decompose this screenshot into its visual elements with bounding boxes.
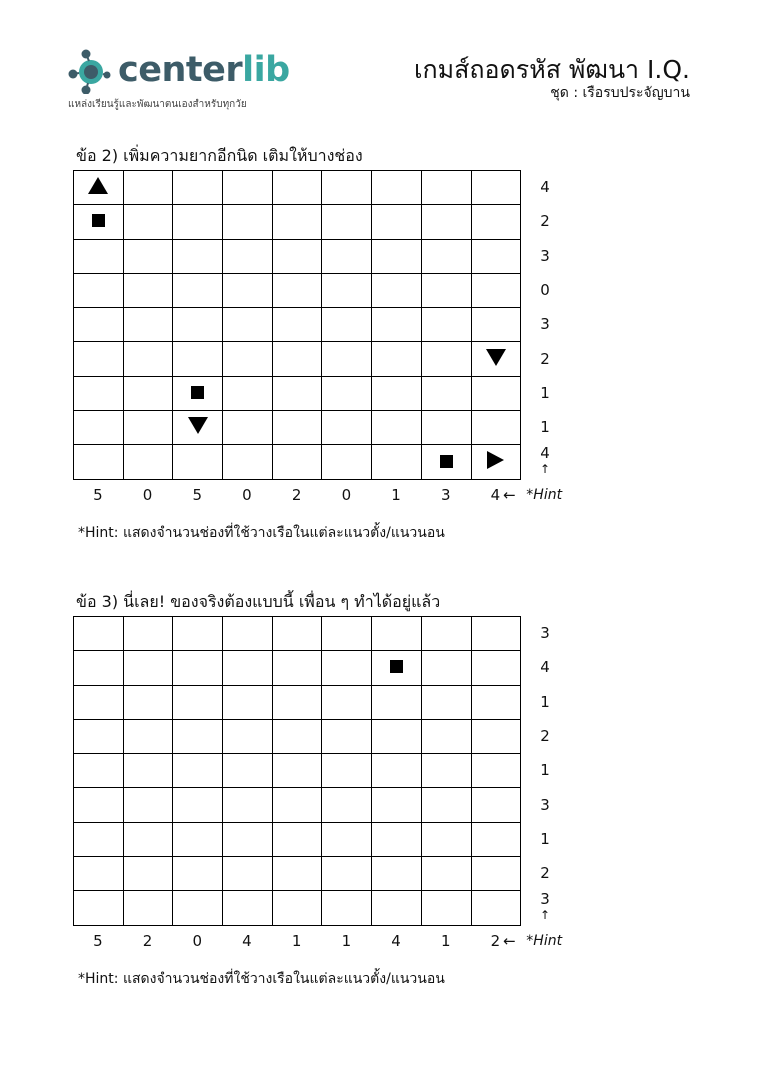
grid-cell[interactable] [372,651,422,685]
grid-cell[interactable] [173,273,223,307]
grid-cell[interactable] [173,822,223,856]
grid-cell[interactable] [421,376,471,410]
logo-molecule-icon [68,48,114,94]
grid-cell[interactable] [471,891,521,925]
grid-cell[interactable] [272,788,322,822]
grid-cell[interactable] [123,308,173,342]
grid-cell[interactable] [173,857,223,891]
page-subtitle: ชุด : เรือรบประจัญบาน [550,85,690,101]
grid-cell[interactable] [421,205,471,239]
grid-cell[interactable] [322,857,372,891]
grid-row [74,822,521,856]
column-hint: 0 [142,486,153,504]
grid-cell[interactable] [223,822,273,856]
row-hint: 2 [540,349,550,368]
grid-cell[interactable] [421,651,471,685]
grid-row [74,171,521,205]
row-hint: 0 [540,280,550,299]
grid-cell[interactable] [272,239,322,273]
grid-cell[interactable] [322,788,372,822]
grid-cell[interactable] [272,857,322,891]
column-hint: 2 [142,932,153,950]
grid-cell[interactable] [173,445,223,479]
grid-cell[interactable] [471,822,521,856]
logo-text-lib: lib [242,50,290,90]
grid-cell[interactable] [123,788,173,822]
grid-cell[interactable] [471,411,521,445]
grid-cell[interactable] [421,788,471,822]
grid-cell[interactable] [372,445,422,479]
grid-cell[interactable] [471,171,521,205]
row-hint: 3 [540,624,550,642]
grid-cell[interactable] [372,376,422,410]
arrow-up-icon: ↑ [539,908,551,923]
grid-cell[interactable] [173,651,223,685]
grid-cell[interactable] [322,617,372,651]
grid-cell[interactable] [173,754,223,788]
grid-cell[interactable] [223,685,273,719]
grid-cell[interactable] [372,754,422,788]
row-hint: 3 [540,246,550,265]
grid-cell[interactable] [471,205,521,239]
grid-cell[interactable] [322,411,372,445]
grid-cell[interactable] [421,239,471,273]
grid-cell[interactable] [173,376,223,410]
grid-row [74,857,521,891]
grid-cell[interactable] [372,822,422,856]
grid-cell[interactable] [74,617,124,651]
column-hint: 5 [93,486,103,504]
column-hint: 4 [242,932,252,950]
grid-cell[interactable] [223,445,273,479]
arrow-up-icon: ↑ [539,462,551,477]
grid-cell[interactable] [123,617,173,651]
grid-cell[interactable] [223,719,273,753]
grid-cell[interactable] [223,651,273,685]
grid-cell[interactable] [173,719,223,753]
grid-cell[interactable] [74,171,124,205]
grid-cell[interactable] [223,376,273,410]
row-hint: 2 [540,212,550,231]
grid-cell[interactable] [223,617,273,651]
square-ship-icon [390,660,403,673]
grid-cell[interactable] [421,754,471,788]
grid-cell[interactable] [272,342,322,376]
grid-cell[interactable] [223,857,273,891]
row-hint: 1 [540,383,550,402]
grid-cell[interactable] [421,308,471,342]
grid-cell[interactable] [322,239,372,273]
grid-cell[interactable] [74,822,124,856]
column-hint: 1 [341,932,352,950]
grid-cell[interactable] [123,754,173,788]
grid-cell[interactable] [421,891,471,925]
grid-cell[interactable] [272,273,322,307]
grid-cell[interactable] [421,445,471,479]
grid-row [74,308,521,342]
grid-row [74,617,521,651]
row-hint: 2 [540,864,550,883]
grid-cell[interactable] [74,857,124,891]
grid-cell[interactable] [123,411,173,445]
grid-cell[interactable] [322,719,372,753]
grid-cell[interactable] [471,342,521,376]
question-heading: ข้อ 3) นี่เลย! ของจริงต้องแบบนี้ เพื่อน ๆ ทำได้อยู่แล้ว [76,592,441,611]
grid-cell[interactable] [471,445,521,479]
column-hint: 3 [440,486,451,504]
grid-cell[interactable] [223,308,273,342]
row-hint: 4 [540,444,550,463]
grid-row [74,411,521,445]
triangle-up-ship-icon [88,177,108,194]
row-hint: 4 [540,178,550,196]
grid-row [74,754,521,788]
row-hint: 1 [540,829,550,848]
grid-cell[interactable] [372,719,422,753]
puzzle-grid [73,616,521,926]
grid-cell[interactable] [223,205,273,239]
grid-cell[interactable] [421,719,471,753]
square-ship-icon [92,214,105,227]
grid-cell[interactable] [322,205,372,239]
hint-note: *Hint: แสดงจำนวนช่องที่ใช้วางเรือในแต่ละแนวตั้ง/แนวนอน [78,525,445,541]
square-ship-icon [440,455,453,468]
column-hint: 1 [291,932,302,950]
grid-cell[interactable] [173,617,223,651]
puzzle-grid [73,170,521,480]
grid-cell[interactable] [421,617,471,651]
grid-cell[interactable] [123,205,173,239]
grid-cell[interactable] [74,788,124,822]
grid-cell[interactable] [372,308,422,342]
grid-cell[interactable] [223,273,273,307]
column-hint: 1 [391,486,401,504]
grid-cell[interactable] [123,685,173,719]
grid-cell[interactable] [223,239,273,273]
row-hint: 3 [540,890,550,909]
grid-cell[interactable] [272,171,322,205]
grid-row [74,719,521,753]
grid-cell[interactable] [372,171,422,205]
grid-cell[interactable] [173,891,223,925]
grid-cell[interactable] [173,411,223,445]
grid-cell[interactable] [74,239,124,273]
grid-cell[interactable] [74,685,124,719]
grid-cell[interactable] [322,342,372,376]
grid-cell[interactable] [372,411,422,445]
column-hint: 2 [291,486,302,504]
hint-label: *Hint [526,487,563,503]
column-hint: 4 [490,486,501,504]
row-hint: 3 [540,315,550,334]
page-title: เกมส์ถอดรหัส พัฒนา I.Q. [413,55,690,84]
square-ship-icon [191,386,204,399]
grid-cell[interactable] [123,891,173,925]
grid-row [74,376,521,410]
grid-row [74,239,521,273]
grid-cell[interactable] [471,651,521,685]
row-hint: 2 [540,726,550,745]
grid-cell[interactable] [272,685,322,719]
grid-cell[interactable] [471,719,521,753]
grid-cell[interactable] [123,171,173,205]
grid-cell[interactable] [421,857,471,891]
grid-cell[interactable] [173,788,223,822]
grid-cell[interactable] [471,754,521,788]
grid-cell[interactable] [272,754,322,788]
grid-cell[interactable] [74,411,124,445]
column-hint: 0 [192,932,203,950]
grid-row [74,273,521,307]
grid-cell[interactable] [223,754,273,788]
grid-cell[interactable] [372,273,422,307]
grid-cell[interactable] [471,376,521,410]
grid-cell[interactable] [372,342,422,376]
grid-cell[interactable] [322,171,372,205]
grid-cell[interactable] [322,308,372,342]
grid-cell[interactable] [173,685,223,719]
grid-cell[interactable] [223,171,273,205]
grid-cell[interactable] [223,788,273,822]
column-hint: 0 [242,486,252,504]
hint-note: *Hint: แสดงจำนวนช่องที่ใช้วางเรือในแต่ละแนวตั้ง/แนวนอน [78,971,445,987]
grid-cell[interactable] [223,411,273,445]
grid-cell[interactable] [74,719,124,753]
grid-row [74,205,521,239]
grid-cell[interactable] [322,376,372,410]
grid-cell[interactable] [272,308,322,342]
triangle-right-ship-icon [487,451,504,469]
grid-cell[interactable] [74,651,124,685]
grid-cell[interactable] [471,685,521,719]
column-hint: 4 [391,932,401,950]
grid-cell[interactable] [372,239,422,273]
grid-cell[interactable] [173,171,223,205]
grid-cell[interactable] [322,891,372,925]
grid-cell[interactable] [74,273,124,307]
column-hint: 1 [440,932,451,950]
logo-tagline: แหล่งเรียนรู้และพัฒนาตนเองสำหรับทุกวัย [68,99,247,110]
grid-cell[interactable] [223,891,273,925]
hint-label: *Hint [526,933,563,949]
grid-cell[interactable] [173,308,223,342]
row-hint: 1 [540,418,550,437]
grid-cell[interactable] [372,891,422,925]
grid-cell[interactable] [123,719,173,753]
grid-cell[interactable] [372,205,422,239]
grid-cell[interactable] [372,788,422,822]
row-hint: 1 [540,761,550,780]
grid-cell[interactable] [123,239,173,273]
grid-cell[interactable] [74,308,124,342]
grid-cell[interactable] [471,308,521,342]
grid-cell[interactable] [322,822,372,856]
column-hint: 5 [192,486,203,504]
grid-cell[interactable] [272,891,322,925]
grid-cell[interactable] [471,617,521,651]
grid-cell[interactable] [123,822,173,856]
grid-cell[interactable] [272,617,322,651]
grid-cell[interactable] [372,617,422,651]
grid-row [74,891,521,925]
grid-row [74,342,521,376]
grid-cell[interactable] [272,376,322,410]
row-hint: 1 [540,692,550,711]
grid-cell[interactable] [322,445,372,479]
column-hint: 5 [93,932,103,950]
grid-cell[interactable] [123,445,173,479]
grid-cell[interactable] [372,685,422,719]
row-hint: 4 [540,658,550,677]
row-hint: 3 [540,795,550,814]
grid-cell[interactable] [471,273,521,307]
grid-cell[interactable] [173,205,223,239]
grid-cell[interactable] [471,857,521,891]
grid-cell[interactable] [471,788,521,822]
grid-cell[interactable] [421,342,471,376]
logo [68,44,298,114]
grid-cell[interactable] [322,651,372,685]
grid-cell[interactable] [471,239,521,273]
grid-cell[interactable] [173,342,223,376]
grid-cell[interactable] [322,273,372,307]
grid-row [74,788,521,822]
grid-cell[interactable] [123,651,173,685]
triangle-down-ship-icon [188,417,208,434]
question-heading: ข้อ 2) เพิ่มความยากอีกนิด เติมให้บางช่อง [76,146,363,165]
arrow-left-icon: ← [503,486,516,504]
grid-cell[interactable] [421,822,471,856]
grid-row [74,651,521,685]
grid-cell[interactable] [74,376,124,410]
grid-cell[interactable] [272,205,322,239]
grid-row [74,445,521,479]
grid-cell[interactable] [272,411,322,445]
grid-cell[interactable] [74,891,124,925]
arrow-left-icon: ← [503,932,516,950]
column-hint: 2 [490,932,501,950]
grid-cell[interactable] [123,376,173,410]
grid-cell[interactable] [372,857,422,891]
grid-cell[interactable] [421,411,471,445]
grid-cell[interactable] [223,342,273,376]
grid-cell[interactable] [74,342,124,376]
grid-cell[interactable] [421,171,471,205]
grid-cell[interactable] [173,239,223,273]
grid-cell[interactable] [421,273,471,307]
grid-cell[interactable] [123,342,173,376]
grid-cell[interactable] [123,273,173,307]
grid-cell[interactable] [272,822,322,856]
grid-cell[interactable] [272,445,322,479]
grid-cell[interactable] [74,754,124,788]
grid-cell[interactable] [272,651,322,685]
grid-cell[interactable] [74,205,124,239]
grid-cell[interactable] [322,754,372,788]
column-hint: 0 [341,486,352,504]
grid-cell[interactable] [421,685,471,719]
grid-cell[interactable] [123,857,173,891]
grid-row [74,685,521,719]
triangle-down-ship-icon [486,349,506,366]
grid-cell[interactable] [272,719,322,753]
grid-cell[interactable] [74,445,124,479]
logo-text-center: center [118,50,243,90]
grid-cell[interactable] [322,685,372,719]
